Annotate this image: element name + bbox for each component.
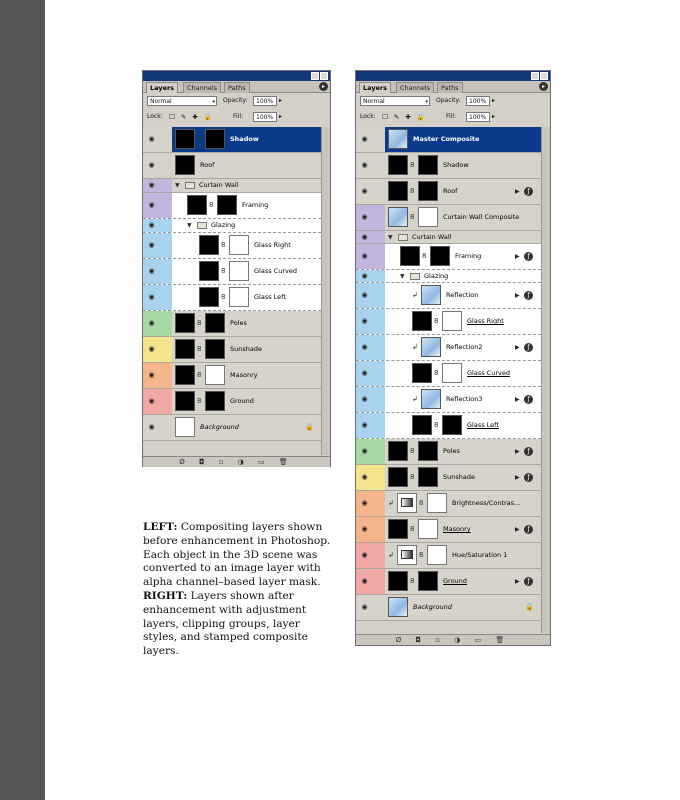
layer-color-swatch (159, 363, 172, 388)
layer-thumbnail (388, 181, 408, 201)
layer-name: Masonry (230, 371, 258, 379)
layer-row-curtain-wall[interactable] (143, 179, 321, 193)
eye-icon[interactable]: ◉ (361, 233, 368, 241)
layer-name: Background (200, 423, 239, 431)
layer-color-swatch (159, 389, 172, 414)
blend-opacity-row (143, 95, 330, 108)
layer-row-framing[interactable] (356, 244, 541, 270)
layer-row-glass-left[interactable] (356, 413, 541, 439)
layer-thumbnail (388, 129, 408, 149)
link-chain-icon[interactable]: 8 (419, 499, 424, 507)
layer-mask-thumbnail (418, 155, 438, 175)
eye-icon[interactable]: ◉ (361, 343, 368, 351)
scrollbar[interactable] (541, 127, 550, 633)
layer-thumbnail (388, 467, 408, 487)
page-spine (0, 0, 45, 800)
minimize-icon[interactable] (311, 72, 319, 80)
eye-icon[interactable]: ◉ (148, 241, 155, 249)
clipping-arrow-icon: ↲ (388, 551, 394, 559)
layer-row-sunshade[interactable] (143, 337, 321, 363)
layer-style-arrow-icon[interactable]: ▶ (515, 526, 520, 533)
fill-slider-arrow-icon[interactable]: ▸ (492, 113, 496, 120)
lock-options-icons[interactable]: ☐ ✎ ✚ 🔒 (382, 113, 428, 121)
panel-footer-icons[interactable]: Ø ◘ ▫ ◑ ▭ 🗑 (356, 634, 550, 645)
expand-triangle-icon[interactable]: ▼ (187, 222, 192, 229)
clipping-arrow-icon: ↲ (412, 291, 418, 299)
adjustment-icon (401, 498, 413, 507)
layer-color-swatch (159, 285, 172, 310)
lock-label: Lock: (147, 113, 163, 120)
layer-row-master-composite[interactable] (356, 127, 541, 153)
layer-color-swatch (372, 569, 385, 594)
layer-row-glazing[interactable] (356, 270, 541, 283)
layer-name: Glass Left (254, 293, 286, 301)
link-chain-icon[interactable]: 8 (410, 187, 415, 195)
caption-left-text: Compositing layers shown before enhancement in Photoshop. Each object in the 3D scene was converted to an image layer with alpha channel–based layer mask. (143, 521, 331, 589)
panel-menu-icon[interactable]: ▸ (319, 82, 328, 91)
link-chain-icon[interactable]: 8 (410, 525, 415, 533)
eye-icon[interactable]: ◉ (361, 447, 368, 455)
tab-channels[interactable]: Channels (183, 82, 221, 93)
fill-slider-arrow-icon[interactable]: ▸ (279, 113, 283, 120)
layer-thumbnail (175, 339, 195, 359)
eye-icon[interactable]: ◉ (148, 319, 155, 327)
eye-icon[interactable]: ◉ (148, 267, 155, 275)
layer-style-arrow-icon[interactable]: ▶ (515, 292, 520, 299)
layer-row-background[interactable] (143, 415, 321, 441)
layer-mask-thumbnail (430, 246, 450, 266)
link-chain-icon[interactable]: 8 (410, 577, 415, 585)
layer-mask-thumbnail (418, 467, 438, 487)
layer-name: Curtain Wall (412, 233, 452, 241)
layer-thumbnail (388, 207, 408, 227)
layer-row-hue-saturation-1[interactable] (356, 543, 541, 569)
layer-name: Glazing (211, 221, 236, 229)
layer-mask-thumbnail (442, 311, 462, 331)
eye-icon[interactable]: ◉ (361, 369, 368, 377)
eye-icon[interactable]: ◉ (148, 201, 155, 209)
tab-channels[interactable]: Channels (396, 82, 434, 93)
link-chain-icon[interactable]: 8 (221, 267, 226, 275)
opacity-field[interactable]: 100% (466, 96, 490, 106)
eye-icon[interactable]: ◉ (148, 371, 155, 379)
layer-color-swatch (372, 439, 385, 464)
layer-name: Framing (242, 201, 269, 209)
panel-menu-icon[interactable]: ▸ (539, 82, 548, 91)
layer-mask-thumbnail (427, 493, 447, 513)
folder-icon (197, 222, 207, 229)
layer-list (143, 127, 321, 455)
layer-mask-thumbnail (205, 339, 225, 359)
opacity-field[interactable]: 100% (253, 96, 277, 106)
layer-effects-icon[interactable]: ƒ (524, 343, 533, 352)
layer-row-brightness-contras[interactable] (356, 491, 541, 517)
panel-tabs (356, 81, 550, 93)
layer-name: Glass Curved (467, 369, 510, 377)
eye-icon[interactable]: ◉ (148, 423, 155, 431)
folder-icon (410, 273, 420, 280)
eye-icon[interactable]: ◉ (361, 187, 368, 195)
layer-mask-thumbnail (229, 235, 249, 255)
caption-right-label: RIGHT: (143, 589, 188, 602)
layer-name: Reflection2 (446, 343, 483, 351)
lock-options-icons[interactable]: ☐ ✎ ✚ 🔒 (169, 113, 215, 121)
link-chain-icon[interactable]: 8 (221, 293, 226, 301)
eye-icon[interactable]: ◉ (361, 291, 368, 299)
layer-thumbnail (175, 417, 195, 437)
layer-name: Sunshade (443, 473, 475, 481)
layer-thumbnail (412, 363, 432, 383)
layer-thumbnail (388, 571, 408, 591)
eye-icon[interactable]: ◉ (361, 473, 368, 481)
link-chain-icon[interactable]: 8 (197, 371, 202, 379)
layer-mask-thumbnail (442, 415, 462, 435)
layer-name: Glass Right (467, 317, 504, 325)
layer-row-ground[interactable] (356, 569, 541, 595)
blend-opacity-row (356, 95, 550, 108)
layer-mask-thumbnail (205, 365, 225, 385)
link-chain-icon[interactable]: 8 (209, 201, 214, 209)
eye-icon[interactable]: ◉ (361, 161, 368, 169)
eye-icon[interactable]: ◉ (361, 395, 368, 403)
opacity-label: Opacity: (436, 97, 461, 104)
layer-row-glass-left[interactable] (143, 285, 321, 311)
layer-mask-thumbnail (229, 287, 249, 307)
clipping-arrow-icon: ↲ (388, 499, 394, 507)
layer-style-arrow-icon[interactable]: ▶ (515, 578, 520, 585)
layer-name: Reflection3 (446, 395, 483, 403)
layer-effects-icon[interactable]: ƒ (524, 447, 533, 456)
link-chain-icon[interactable]: 8 (419, 551, 424, 559)
layer-row-glass-right[interactable] (143, 233, 321, 259)
minimize-icon[interactable] (531, 72, 539, 80)
layer-color-swatch (159, 193, 172, 218)
layer-name: Hue/Saturation 1 (452, 551, 508, 559)
tab-paths[interactable]: Paths (224, 82, 250, 93)
layer-name: Curtain Wall (199, 181, 239, 189)
eye-icon[interactable]: ◉ (361, 272, 368, 280)
layer-color-swatch (372, 413, 385, 438)
tab-layers[interactable]: Layers (146, 82, 178, 93)
eye-icon[interactable]: ◉ (148, 293, 155, 301)
layer-color-swatch (159, 127, 172, 152)
layer-name: Glazing (424, 272, 449, 280)
layer-thumbnail (199, 235, 219, 255)
link-chain-icon[interactable]: 8 (197, 319, 202, 327)
eye-icon[interactable]: ◉ (148, 221, 155, 229)
layer-style-arrow-icon[interactable]: ▶ (515, 253, 520, 260)
clipping-arrow-icon: ↲ (412, 343, 418, 351)
layer-name: Roof (200, 161, 215, 169)
eye-icon[interactable]: ◉ (361, 551, 368, 559)
layer-mask-thumbnail (442, 363, 462, 383)
link-chain-icon[interactable]: 8 (410, 473, 415, 481)
eye-icon[interactable]: ◉ (361, 213, 368, 221)
layer-mask-thumbnail (205, 391, 225, 411)
layer-mask-thumbnail (229, 261, 249, 281)
opacity-slider-arrow-icon[interactable]: ▸ (492, 97, 496, 104)
layer-effects-icon[interactable]: ƒ (524, 473, 533, 482)
layer-color-swatch (372, 244, 385, 269)
eye-icon[interactable]: ◉ (148, 397, 155, 405)
layer-mask-thumbnail (217, 195, 237, 215)
expand-triangle-icon[interactable]: ▼ (175, 182, 180, 189)
layer-thumbnail (388, 155, 408, 175)
layer-effects-icon[interactable]: ƒ (524, 291, 533, 300)
layer-color-swatch (372, 270, 385, 282)
layer-name: Shadow (443, 161, 469, 169)
layer-color-swatch (159, 219, 172, 232)
layer-name: Roof (443, 187, 458, 195)
layer-mask-thumbnail (427, 545, 447, 565)
adjustment-icon (401, 550, 413, 559)
panel-footer-icons[interactable]: Ø ◘ ▫ ◑ ▭ 🗑 (143, 456, 330, 467)
layer-name: Ground (443, 577, 467, 585)
layer-thumbnail (388, 519, 408, 539)
layer-style-arrow-icon[interactable]: ▶ (515, 344, 520, 351)
layer-color-swatch (159, 259, 172, 284)
layer-row-shadow[interactable] (143, 127, 321, 153)
layer-color-swatch (372, 127, 385, 152)
layer-thumbnail (388, 597, 408, 617)
layer-style-arrow-icon[interactable]: ▶ (515, 448, 520, 455)
caption-right-text: Layers shown after enhancement with adjustment layers, clipping groups, layer styles, and stamped composite layers. (143, 589, 308, 658)
close-icon[interactable] (320, 72, 328, 80)
layer-effects-icon[interactable]: ƒ (524, 525, 533, 534)
layer-name: Poles (443, 447, 460, 455)
layer-mask-thumbnail (418, 571, 438, 591)
folder-icon (185, 182, 195, 189)
layer-color-swatch (372, 491, 385, 516)
figure-caption (143, 521, 333, 659)
layer-row-roof[interactable] (143, 153, 321, 179)
layer-effects-icon[interactable]: ƒ (524, 395, 533, 404)
close-icon[interactable] (540, 72, 548, 80)
layer-row-sunshade[interactable] (356, 465, 541, 491)
layer-color-swatch (372, 335, 385, 360)
layer-color-swatch (372, 543, 385, 568)
layer-mask-thumbnail (418, 181, 438, 201)
layer-color-swatch (372, 231, 385, 243)
link-chain-icon[interactable]: 8 (221, 241, 226, 249)
layer-row-poles[interactable] (356, 439, 541, 465)
panel-tabs (143, 81, 330, 93)
layer-effects-icon[interactable]: ƒ (524, 577, 533, 586)
layer-color-swatch (372, 309, 385, 334)
layer-thumbnail (412, 311, 432, 331)
layer-color-swatch (159, 179, 172, 192)
opacity-label: Opacity: (223, 97, 248, 104)
layer-row-reflection2[interactable] (356, 335, 541, 361)
lock-icon: 🔒 (305, 423, 314, 431)
layer-thumbnail (421, 337, 441, 357)
layers-panel-after (355, 70, 551, 646)
eye-icon[interactable]: ◉ (361, 135, 368, 143)
layer-color-swatch (372, 387, 385, 412)
layer-style-arrow-icon[interactable]: ▶ (515, 188, 520, 195)
layer-thumbnail (421, 389, 441, 409)
fill-label: Fill: (446, 113, 457, 120)
layer-name: Shadow (230, 135, 259, 143)
layer-style-arrow-icon[interactable]: ▶ (515, 474, 520, 481)
layer-row-framing[interactable] (143, 193, 321, 219)
eye-icon[interactable]: ◉ (361, 421, 368, 429)
layer-name: Poles (230, 319, 247, 327)
layer-mask-thumbnail (418, 441, 438, 461)
layer-row-roof[interactable] (356, 179, 541, 205)
link-chain-icon[interactable]: 8 (410, 213, 415, 221)
layer-mask-thumbnail (205, 129, 225, 149)
eye-icon[interactable]: ◉ (148, 135, 155, 143)
layer-thumbnail (175, 129, 195, 149)
eye-icon[interactable]: ◉ (361, 603, 368, 611)
expand-triangle-icon[interactable]: ▼ (388, 234, 393, 241)
layer-name: Master Composite (413, 135, 480, 143)
folder-icon (398, 234, 408, 241)
tab-layers[interactable]: Layers (359, 82, 391, 93)
layer-color-swatch (372, 361, 385, 386)
link-chain-icon[interactable]: 8 (434, 369, 439, 377)
fill-field[interactable]: 100% (253, 112, 277, 122)
eye-icon[interactable]: ◉ (148, 161, 155, 169)
layer-name: Background (413, 603, 452, 611)
chevron-down-icon: ▾ (212, 99, 215, 105)
layer-color-swatch (159, 233, 172, 258)
eye-icon[interactable]: ◉ (361, 499, 368, 507)
layer-style-arrow-icon[interactable]: ▶ (515, 396, 520, 403)
layer-thumbnail (175, 391, 195, 411)
link-chain-icon[interactable]: 8 (410, 161, 415, 169)
layer-list (356, 127, 541, 633)
eye-icon[interactable]: ◉ (361, 252, 368, 260)
layer-row-glass-curved[interactable] (143, 259, 321, 285)
layer-color-swatch (372, 595, 385, 620)
chevron-down-icon: ▾ (425, 99, 428, 105)
layer-name: Ground (230, 397, 254, 405)
layer-row-ground[interactable] (143, 389, 321, 415)
opacity-slider-arrow-icon[interactable]: ▸ (279, 97, 283, 104)
layer-name: Framing (455, 252, 482, 260)
layer-mask-thumbnail (205, 313, 225, 333)
lock-fill-row (143, 111, 330, 124)
fill-label: Fill: (233, 113, 244, 120)
layer-mask-thumbnail (418, 519, 438, 539)
layer-thumbnail (400, 246, 420, 266)
layer-color-swatch (372, 283, 385, 308)
eye-icon[interactable]: ◉ (148, 181, 155, 189)
layer-thumbnail (175, 313, 195, 333)
caption-left-label: LEFT: (143, 521, 178, 533)
clipping-arrow-icon: ↲ (412, 395, 418, 403)
layer-color-swatch (159, 153, 172, 178)
tab-paths[interactable]: Paths (437, 82, 463, 93)
link-chain-icon[interactable]: 8 (197, 397, 202, 405)
layer-color-swatch (372, 179, 385, 204)
link-chain-icon[interactable]: 8 (197, 135, 202, 143)
lock-fill-row (356, 111, 550, 124)
layer-row-glass-right[interactable] (356, 309, 541, 335)
layer-name: Glass Right (254, 241, 291, 249)
layer-color-swatch (372, 517, 385, 542)
layer-row-masonry[interactable] (143, 363, 321, 389)
layer-thumbnail (397, 545, 417, 565)
layer-name: Sunshade (230, 345, 262, 353)
layer-name: Glass Curved (254, 267, 297, 275)
layer-mask-thumbnail (418, 207, 438, 227)
fill-field[interactable]: 100% (466, 112, 490, 122)
layer-name: Glass Left (467, 421, 499, 429)
layer-row-glazing[interactable] (143, 219, 321, 233)
panel-title-bar[interactable] (356, 71, 550, 81)
scrollbar[interactable] (321, 127, 330, 455)
layer-name: Brightness/Contras... (452, 499, 521, 507)
link-chain-icon[interactable]: 8 (197, 345, 202, 353)
layer-row-curtain-wall[interactable] (356, 231, 541, 244)
layer-thumbnail (175, 365, 195, 385)
layers-panel-before (142, 70, 331, 467)
blend-mode-select[interactable]: Normal ▾ (147, 96, 217, 106)
layer-row-reflection3[interactable] (356, 387, 541, 413)
eye-icon[interactable]: ◉ (148, 345, 155, 353)
link-chain-icon[interactable]: 8 (434, 421, 439, 429)
layer-thumbnail (187, 195, 207, 215)
layer-row-reflection[interactable] (356, 283, 541, 309)
layer-row-shadow[interactable] (356, 153, 541, 179)
panel-title-bar[interactable] (143, 71, 330, 81)
layer-name: Masonry (443, 525, 471, 533)
layer-row-background[interactable] (356, 595, 541, 621)
link-chain-icon[interactable]: 8 (422, 252, 427, 260)
layer-color-swatch (159, 415, 172, 440)
layer-row-poles[interactable] (143, 311, 321, 337)
layer-name: Reflection (446, 291, 479, 299)
eye-icon[interactable]: ◉ (361, 577, 368, 585)
layer-color-swatch (159, 311, 172, 336)
blend-mode-select[interactable]: Normal ▾ (360, 96, 430, 106)
layer-effects-icon[interactable]: ƒ (524, 252, 533, 261)
eye-icon[interactable]: ◉ (361, 317, 368, 325)
layer-row-glass-curved[interactable] (356, 361, 541, 387)
link-chain-icon[interactable]: 8 (410, 447, 415, 455)
layer-color-swatch (372, 465, 385, 490)
layer-color-swatch (159, 337, 172, 362)
layer-thumbnail (199, 261, 219, 281)
layer-thumbnail (397, 493, 417, 513)
layer-effects-icon[interactable]: ƒ (524, 187, 533, 196)
layer-thumbnail (412, 415, 432, 435)
lock-icon: 🔒 (525, 603, 534, 611)
link-chain-icon[interactable]: 8 (434, 317, 439, 325)
layer-color-swatch (372, 205, 385, 230)
layer-row-masonry[interactable] (356, 517, 541, 543)
expand-triangle-icon[interactable]: ▼ (400, 273, 405, 280)
layer-row-curtain-wall-composite[interactable] (356, 205, 541, 231)
layer-thumbnail (421, 285, 441, 305)
layer-thumbnail (175, 155, 195, 175)
layer-name: Curtain Wall Composite (443, 213, 520, 221)
layer-thumbnail (388, 441, 408, 461)
layer-color-swatch (372, 153, 385, 178)
layer-thumbnail (199, 287, 219, 307)
lock-label: Lock: (360, 113, 376, 120)
eye-icon[interactable]: ◉ (361, 525, 368, 533)
